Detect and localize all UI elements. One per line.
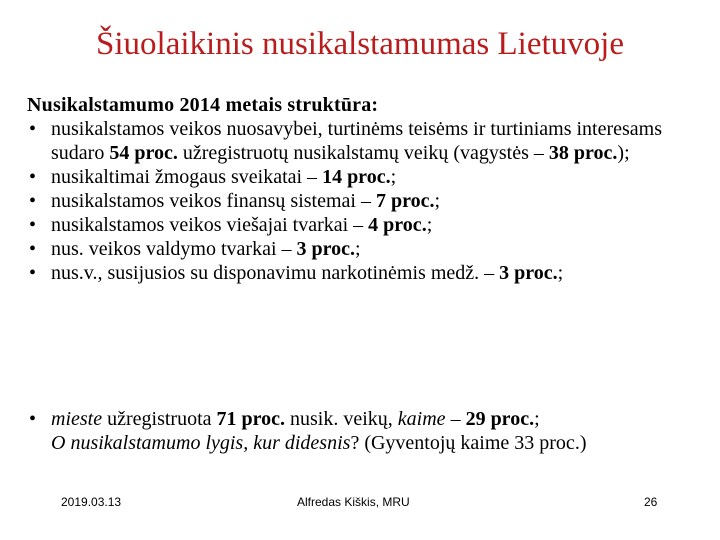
- bullet-value: 3 proc.: [499, 262, 558, 284]
- slide-subtitle: Nusikalstamumo 2014 metais struktūra:: [27, 94, 379, 116]
- bullet-dot: •: [29, 214, 37, 236]
- bullet-text: užregistruota: [102, 408, 217, 430]
- bullet-dot: •: [29, 262, 37, 284]
- bullet-text: nusikalstamos veikos viešajai tvarkai –: [51, 214, 369, 236]
- bullet-dot: •: [29, 118, 37, 140]
- list-item: [27, 189, 707, 213]
- bullet-value: 54 proc.: [109, 142, 178, 164]
- list-item: [27, 213, 707, 237]
- bullet-value: 71 proc.: [216, 408, 286, 430]
- slide-title: Šiuolaikinis nusikalstamumas Lietuvoje: [96, 26, 624, 62]
- bullet-text: ;: [434, 190, 441, 212]
- bullet-text: –: [445, 408, 466, 430]
- bullet-text: nusik. veikų,: [285, 408, 398, 430]
- bullet-italic: mieste: [51, 408, 103, 430]
- bullet-text: ;: [534, 408, 540, 430]
- bullet-text: ? (Gyventojų kaime 33 proc.): [350, 432, 587, 454]
- list-item: [27, 407, 707, 455]
- bullet-dot: •: [29, 238, 37, 260]
- footer-page-number: 26: [644, 495, 658, 509]
- bullet-text: nusikalstamos veikos nuosavybei, turtinėms teisėms ir turtiniams interesams sudaro: [51, 118, 663, 164]
- bullet-text: ;: [390, 166, 397, 188]
- bullet-value: 38 proc.: [548, 142, 618, 164]
- bullet-dot: •: [29, 190, 37, 212]
- list-item: [27, 237, 707, 261]
- bullet-list: [27, 117, 707, 285]
- bullet-text: nus. veikos valdymo tvarkai –: [51, 238, 297, 260]
- bullet-list-urban-rural: [27, 407, 707, 455]
- bullet-text: užregistruotų nusikalstamų veikų (vagystės –: [177, 142, 549, 164]
- bullet-value: 7 proc.: [375, 190, 435, 212]
- bullet-text: nusikalstamos veikos finansų sistemai –: [51, 190, 376, 212]
- footer-date: 2019.03.13: [61, 495, 122, 509]
- bullet-value: 3 proc.: [296, 238, 356, 260]
- bullet-italic: kaime: [397, 408, 446, 430]
- bullet-text: ;: [426, 214, 433, 236]
- bullet-value: 14 proc.: [322, 166, 391, 188]
- bullet-value: 4 proc.: [368, 214, 427, 236]
- list-item: [27, 165, 707, 189]
- bullet-text: ;: [355, 238, 361, 260]
- list-item: [27, 117, 707, 165]
- bullet-dot: •: [29, 166, 37, 188]
- bullet-text: ;: [557, 262, 564, 284]
- bullet-text: );: [617, 142, 630, 164]
- bullet-text: nusikaltimai žmogaus sveikatai –: [51, 166, 323, 188]
- bullet-dot: •: [29, 408, 37, 430]
- bullet-value: 29 proc.: [465, 408, 535, 430]
- list-item: [27, 261, 707, 285]
- bullet-text: nus.v., susijusios su disponavimu narkotinėmis medž. –: [51, 262, 500, 284]
- bullet-italic: O nusikalstamumo lygis, kur didesnis: [51, 432, 351, 454]
- footer-author: Alfredas Kiškis, MRU: [297, 495, 410, 509]
